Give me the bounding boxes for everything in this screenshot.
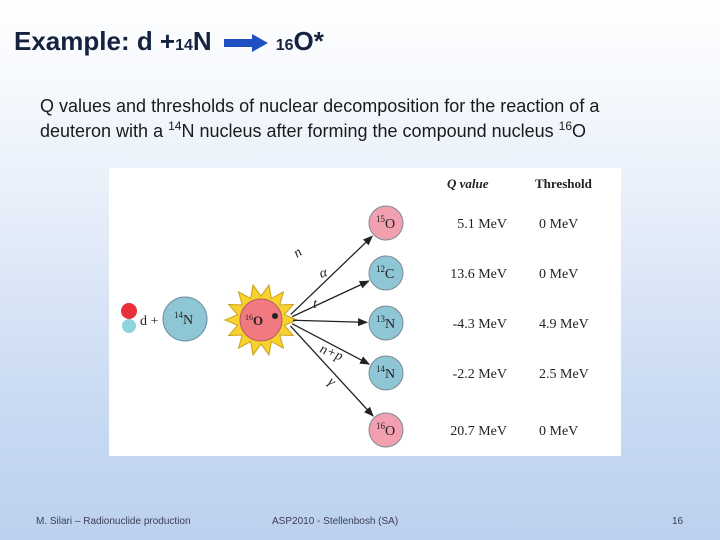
- header-threshold: Threshold: [535, 176, 592, 191]
- emitted-particle-label: γ: [324, 374, 339, 390]
- proton-icon: [121, 303, 137, 319]
- excitation-burst-icon: [225, 285, 297, 355]
- emitted-particle-label: α: [317, 265, 330, 282]
- title-prefix: Example: d +: [14, 26, 176, 56]
- threshold-cell: 0 MeV: [539, 217, 579, 232]
- product-nucleus-label: $^{16}$O: [376, 421, 396, 439]
- decay-arrow: [291, 236, 373, 314]
- q-value-cell: 13.6 MeV: [450, 267, 507, 282]
- slide-subtitle: [40, 94, 700, 144]
- slide-title: Example: d + 14 N 16 O*: [14, 26, 324, 57]
- reaction-diagram: [109, 168, 621, 456]
- title-target-symbol: N: [192, 26, 212, 56]
- threshold-cell: 0 MeV: [539, 267, 579, 282]
- product-nucleus-label: $^{15}$O: [376, 214, 396, 232]
- subtitle-line2-part: O: [572, 121, 587, 141]
- compound-dot-icon: [272, 313, 278, 319]
- neutron-icon: [122, 319, 136, 333]
- decay-arrow: [290, 326, 373, 416]
- footer-conference: ASP2010 - Stellenbosh (SA): [272, 516, 399, 527]
- footer-page-number: 16: [672, 516, 684, 527]
- subtitle-line2-part: deuteron with a: [40, 121, 169, 141]
- projectile-label: d +: [140, 314, 159, 329]
- product-nucleus-label: $^{14}$N: [376, 364, 396, 382]
- right-arrow-icon: [224, 28, 268, 59]
- subtitle-mass: 16: [558, 119, 573, 133]
- decay-arrow: [292, 281, 369, 317]
- q-value-cell: -2.2 MeV: [452, 367, 507, 382]
- emitted-particle-label: n+p: [317, 341, 345, 365]
- threshold-cell: 0 MeV: [539, 424, 579, 439]
- target-nucleus-label: $^{14}$N: [174, 310, 194, 328]
- threshold-cell: 4.9 MeV: [539, 317, 589, 332]
- emitted-particle-label: t: [313, 297, 317, 312]
- footer-author: M. Silari – Radionuclide production: [36, 516, 191, 527]
- q-value-cell: 20.7 MeV: [450, 424, 507, 439]
- emitted-particle-label: n: [291, 244, 306, 262]
- decay-arrow: [293, 320, 367, 322]
- product-nucleus-label: $^{13}$N: [376, 314, 396, 332]
- q-value-cell: -4.3 MeV: [452, 317, 507, 332]
- q-value-cell: 5.1 MeV: [457, 217, 507, 232]
- title-compound-symbol: O*: [293, 26, 324, 56]
- subtitle-line2-part: N nucleus after forming the compound nucleus: [181, 121, 559, 141]
- header-q-value: Q value: [447, 176, 489, 191]
- compound-nucleus-label: $^{16}$O: [245, 313, 264, 328]
- subtitle-line1: Q values and thresholds of nuclear decomposition for the reaction of a: [40, 96, 600, 116]
- threshold-cell: 2.5 MeV: [539, 367, 589, 382]
- subtitle-mass: 14: [168, 119, 182, 133]
- product-nucleus-label: $^{12}$C: [376, 264, 395, 282]
